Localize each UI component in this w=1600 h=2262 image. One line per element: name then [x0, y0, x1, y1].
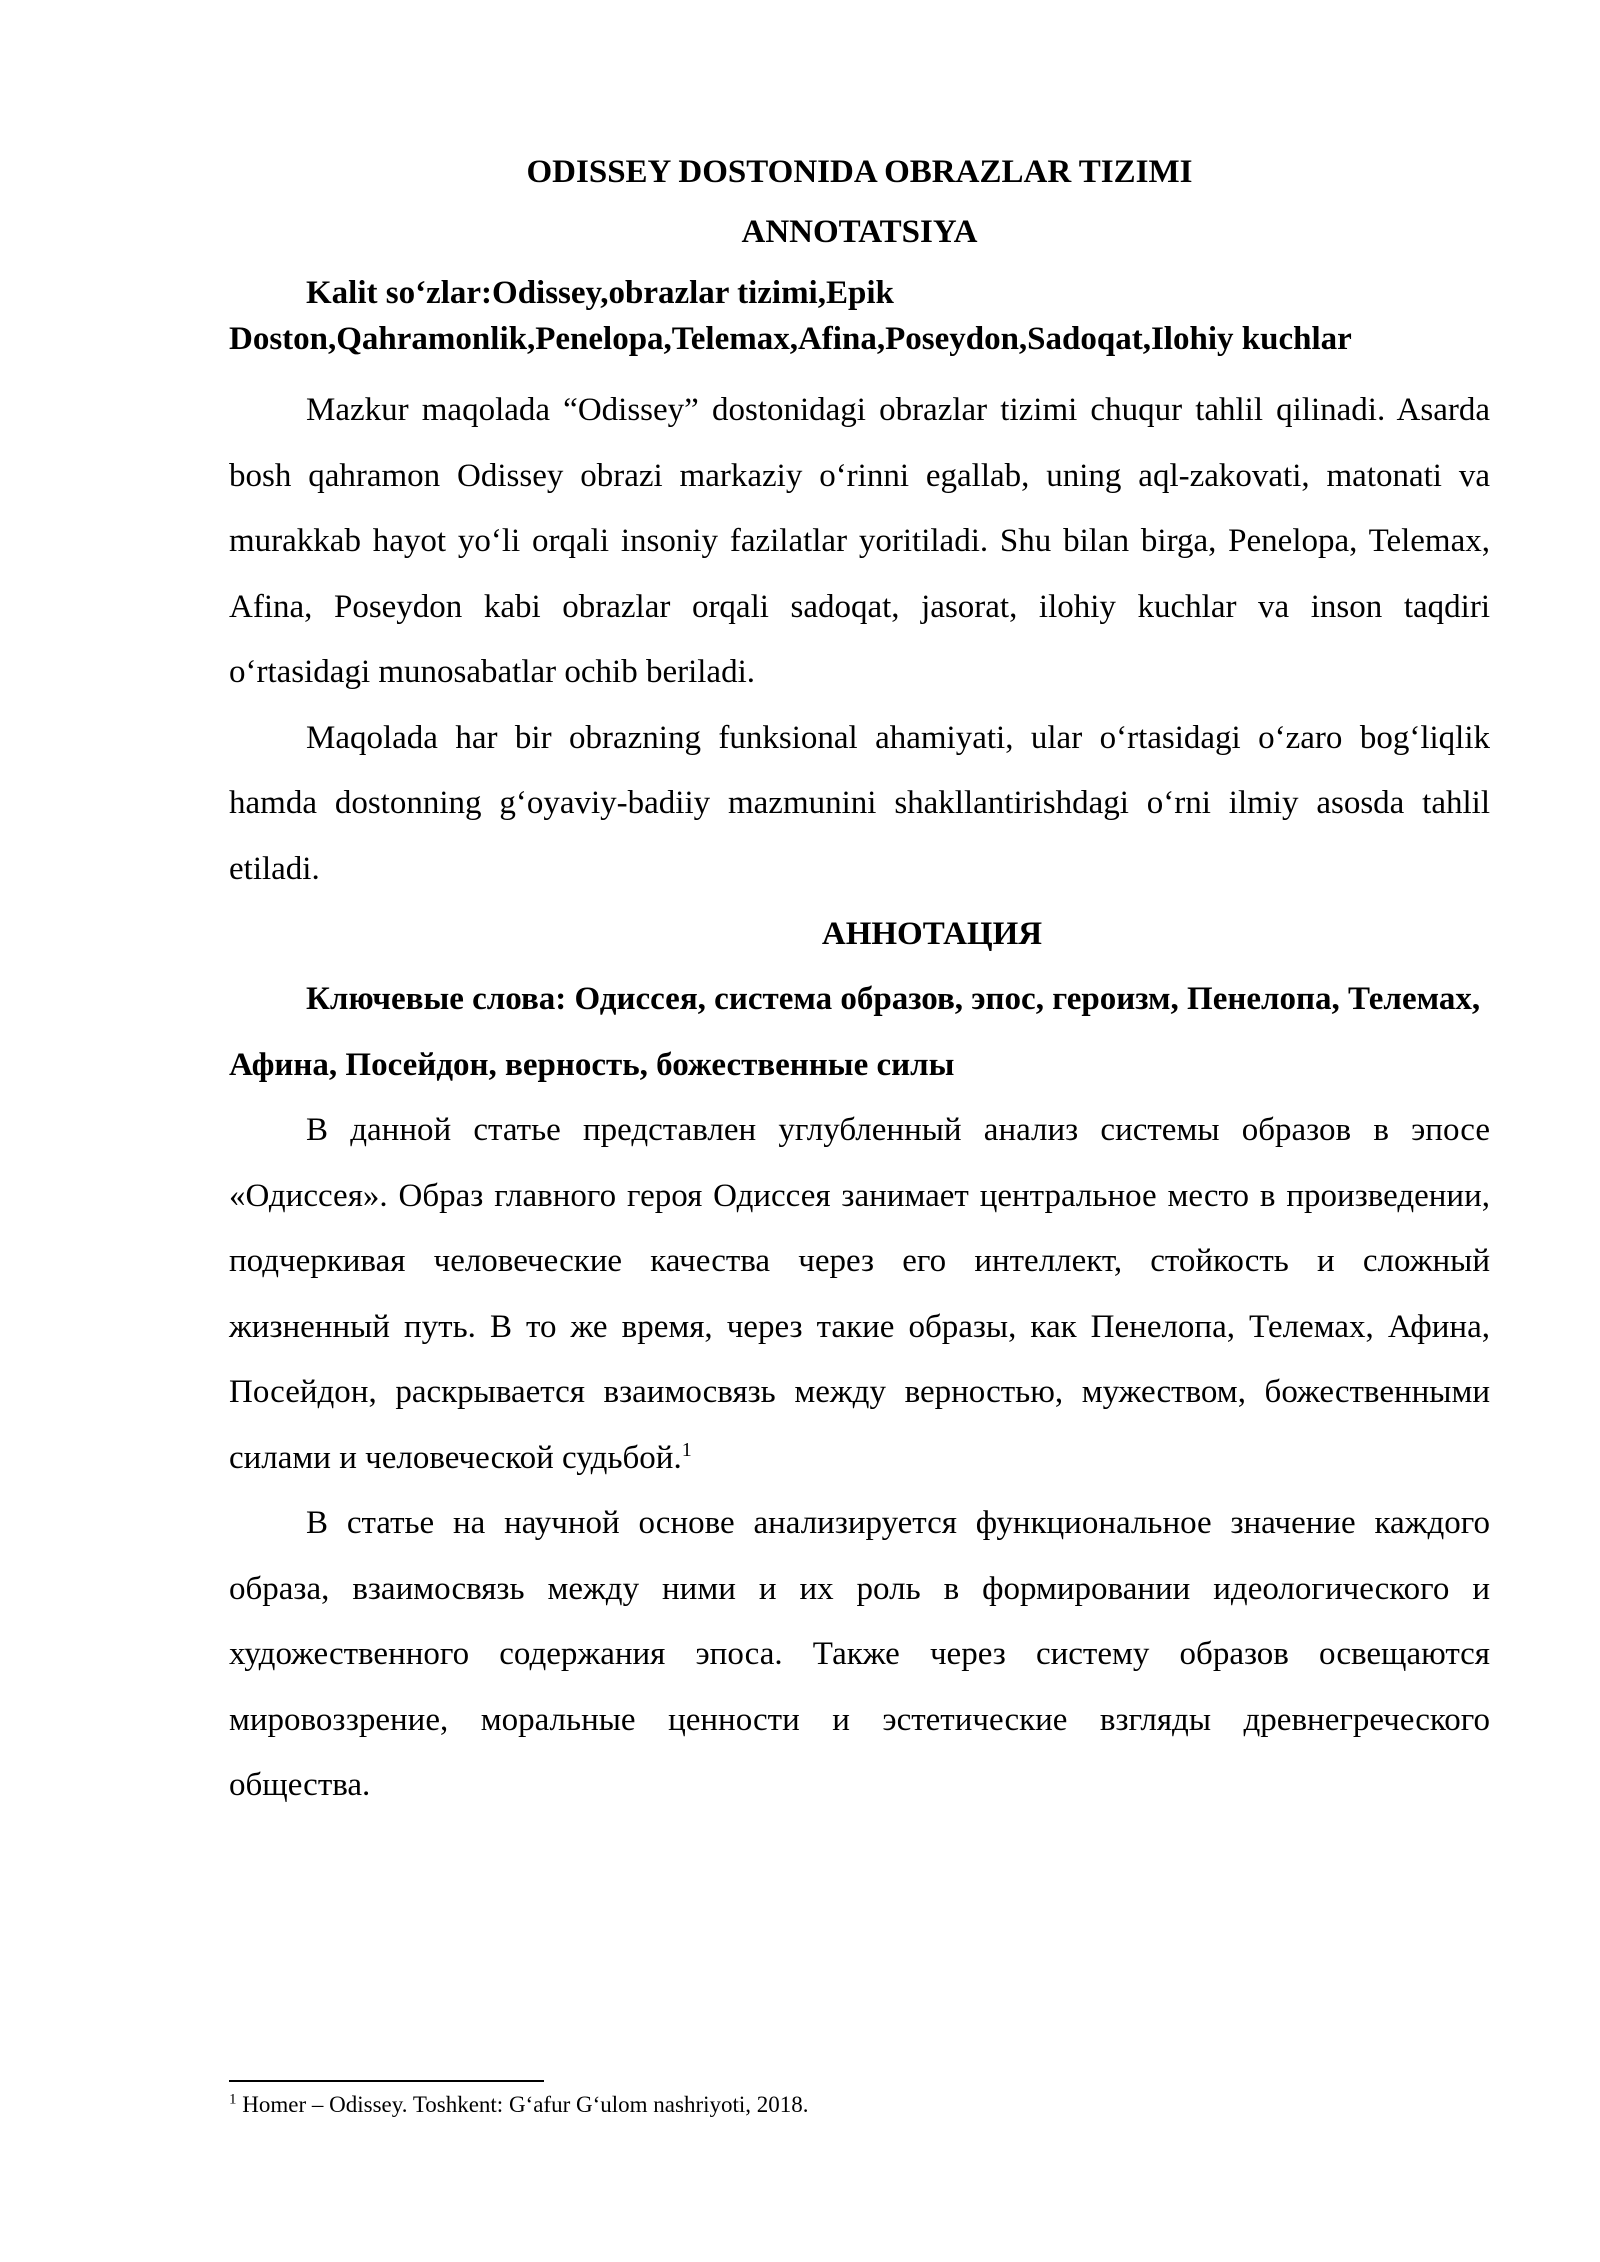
footnote-text: Homer – Odissey. Toshkent: G‘afur G‘ulom nashriyoti, 2018.: [236, 2092, 809, 2117]
annotation-ru-paragraph-1: [229, 1098, 1490, 1491]
footnote: [229, 2090, 809, 2120]
annotation-ru-heading: АННОТАЦИЯ: [821, 916, 1043, 952]
annotation-ru-paragraph-1-text: В данной статье представлен углубленный анализ системы образов в эпосе «Одиссея». Образ главного героя Одиссея занимает центральное место в произведении, подчеркивая человеческие качества через его интеллект, стойкость и сложный жизненный путь. В то же время, через такие образы, как Пенелопа, Телемах, Афина, Посейдон, раскрывается взаимосвязь между верностью, мужеством, божественными силами и человеческой судьбой.: [229, 1112, 1490, 1476]
footnote-mark: 1: [229, 2091, 237, 2108]
document-page: [229, 150, 1490, 1819]
annotation-uz-paragraph-2: Maqolada har bir obrazning funksional ahamiyati, ular o‘rtasidagi o‘zaro bog‘liqlik hamda dostonning g‘oyaviy-badiiy mazmunini shakllantirishdagi o‘rni ilmiy asosda tahlil etiladi.: [229, 719, 1490, 887]
keywords-ru: Ключевые слова: Одиссея, система образов, эпос, героизм, Пенелопа, Телемах, Афина, Посейдон, верность, божественные силы: [229, 981, 1481, 1083]
annotation-uz-heading: ANNOTATSIYA: [741, 214, 978, 250]
annotation-uz-paragraph-1: Mazkur maqolada “Odissey” dostonidagi obrazlar tizimi chuqur tahlil qilinadi. Asarda bosh qahramon Odissey obrazi markaziy o‘rinni egallab, uning aql-zakovati, matonati va murakkab hayot yo‘li orqali insoniy fazilatlar yoritiladi. Shu bilan birga, Penelopa, Telemax, Afina, Poseydon kabi obrazlar orqali sadoqat, jasorat, ilohiy kuchlar va inson taqdiri o‘rtasidagi munosabatlar ochib beriladi.: [229, 392, 1490, 690]
annotation-ru-paragraph-2: В статье на научной основе анализируется функциональное значение каждого образа, взаимосвязь между ними и их роль в формировании идеологического и художественного содержания эпоса. Также через систему образов освещаются мировоззрение, моральные ценности и эстетические взгляды древнегреческого общества.: [229, 1505, 1490, 1803]
document-title: ODISSEY DOSTONIDA OBRAZLAR TIZIMI: [526, 154, 1193, 190]
footnote-separator: [229, 2080, 544, 2082]
footnote-reference-mark[interactable]: 1: [681, 1438, 692, 1461]
keywords-uz: Kalit so‘zlar:Odissey,obrazlar tizimi,Epik Doston,Qahramonlik,Penelopa,Telemax,Afina,Poseydon,Sadoqat,Ilohiy kuchlar: [229, 275, 1352, 357]
